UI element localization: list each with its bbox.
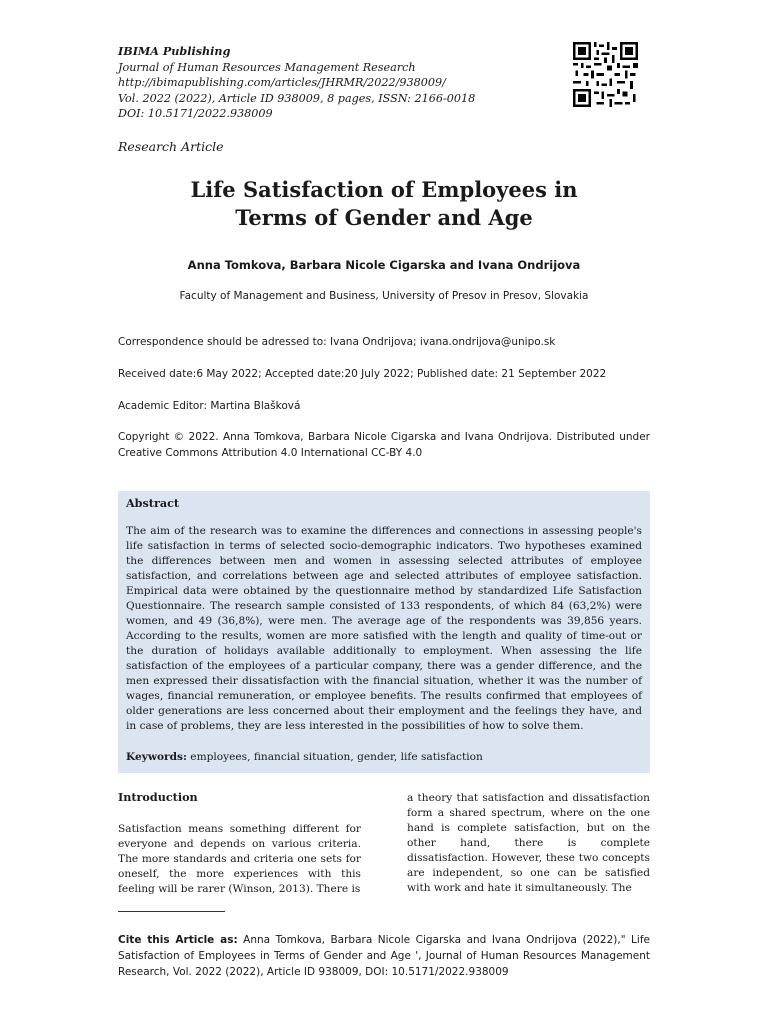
footnote-divider <box>118 911 225 912</box>
abstract-box <box>118 491 650 773</box>
affiliation: Faculty of Management and Business, University of Presov in Presov, Slovakia <box>179 290 589 302</box>
introduction-heading: Introduction <box>118 790 198 804</box>
title-line-1: Life Satisfaction of Employees in <box>190 177 578 202</box>
abstract-text: The aim of the research was to examine the differences and connections in assessing people's life satisfaction in terms of selected socio-demographic indicators. Two hypotheses examined the differences between men and women in assessing selected attributes of employee satisfaction, and correlations between age and selected attributes of employee satisfaction. Empirical data were obtained by the questionnaire method by standardized Life Satisfaction Questionnaire. The research sample consisted of 133 respondents, of which 84 (63,2%) were women, and 49 (36,8%), were men. The average age of the respondents was 39,856 years. According to the results, women are more satisfied with the length and quality of time-out or the duration of holidays available additionally to employment. When assessing the life satisfaction of the employees of a particular company, there was a gender difference, and the men expressed their dissatisfaction with the financial situation, whether it was the number of wages, financial remuneration, or employee benefits. The results confirmed that employees of older generations are less concerned about their employment and the feelings they have, and in case of problems, they are less interested in the possibilities of how to solve them. <box>126 525 642 732</box>
abstract-heading: Abstract <box>126 496 180 510</box>
academic-editor: Academic Editor: Martina Blašková <box>118 400 301 412</box>
keywords-label: Keywords: <box>126 751 187 763</box>
keywords-list: employees, financial situation, gender, life satisfaction <box>190 751 483 763</box>
cite-label: Cite this Article as: <box>118 934 238 946</box>
keywords <box>126 751 642 763</box>
journal-header <box>118 44 538 122</box>
authors: Anna Tomkova, Barbara Nicole Cigarska and Ivana Ondrijova <box>187 258 581 272</box>
introduction-right-column: a theory that satisfaction and dissatisfaction form a shared spectrum, where on the one hand is complete satisfaction, but on the other hand, there is complete dissatisfaction. However, these two concepts are independent, so one can be satisfied with work and hate it simultaneously. The <box>407 792 650 894</box>
qr-code-icon <box>573 42 638 107</box>
cite-text: Anna Tomkova, Barbara Nicole Cigarska and Ivana Ondrijova (2022)," Life Satisfaction of Employees in Terms of Gender and Age ', Journal of Human Resources Management Research, Vol. 2022 (2022), Article ID 938009, DOI: 10.5171/2022.938009 <box>118 934 650 978</box>
title-line-2: Terms of Gender and Age <box>235 205 533 230</box>
citation <box>118 932 650 980</box>
introduction-left-column: Satisfaction means something different for everyone and depends on various criteria. The more standards and criteria one sets for oneself, the more experiences with this feeling will be rarer (Winson, 2013). There is <box>118 823 361 895</box>
journal-name: Journal of Human Resources Management Research <box>118 60 416 74</box>
article-type: Research Article <box>118 139 224 154</box>
copyright-notice: Copyright © 2022. Anna Tomkova, Barbara Nicole Cigarska and Ivana Ondrijova. Distributed under Creative Commons Attribution 4.0 International CC-BY 4.0 <box>118 431 650 459</box>
article-title <box>118 176 650 232</box>
publication-dates: Received date:6 May 2022; Accepted date:20 July 2022; Published date: 21 September 2022 <box>118 368 607 380</box>
volume-info: Vol. 2022 (2022), Article ID 938009, 8 pages, ISSN: 2166-0018 <box>118 91 476 105</box>
doi: DOI: 10.5171/2022.938009 <box>118 107 273 120</box>
publisher-name: IBIMA Publishing <box>118 44 231 58</box>
correspondence: Correspondence should be adressed to: Ivana Ondrijova; ivana.ondrijova@unipo.sk <box>118 336 556 348</box>
article-url[interactable]: http://ibimapublishing.com/articles/JHRMR/2022/938009/ <box>118 76 446 89</box>
